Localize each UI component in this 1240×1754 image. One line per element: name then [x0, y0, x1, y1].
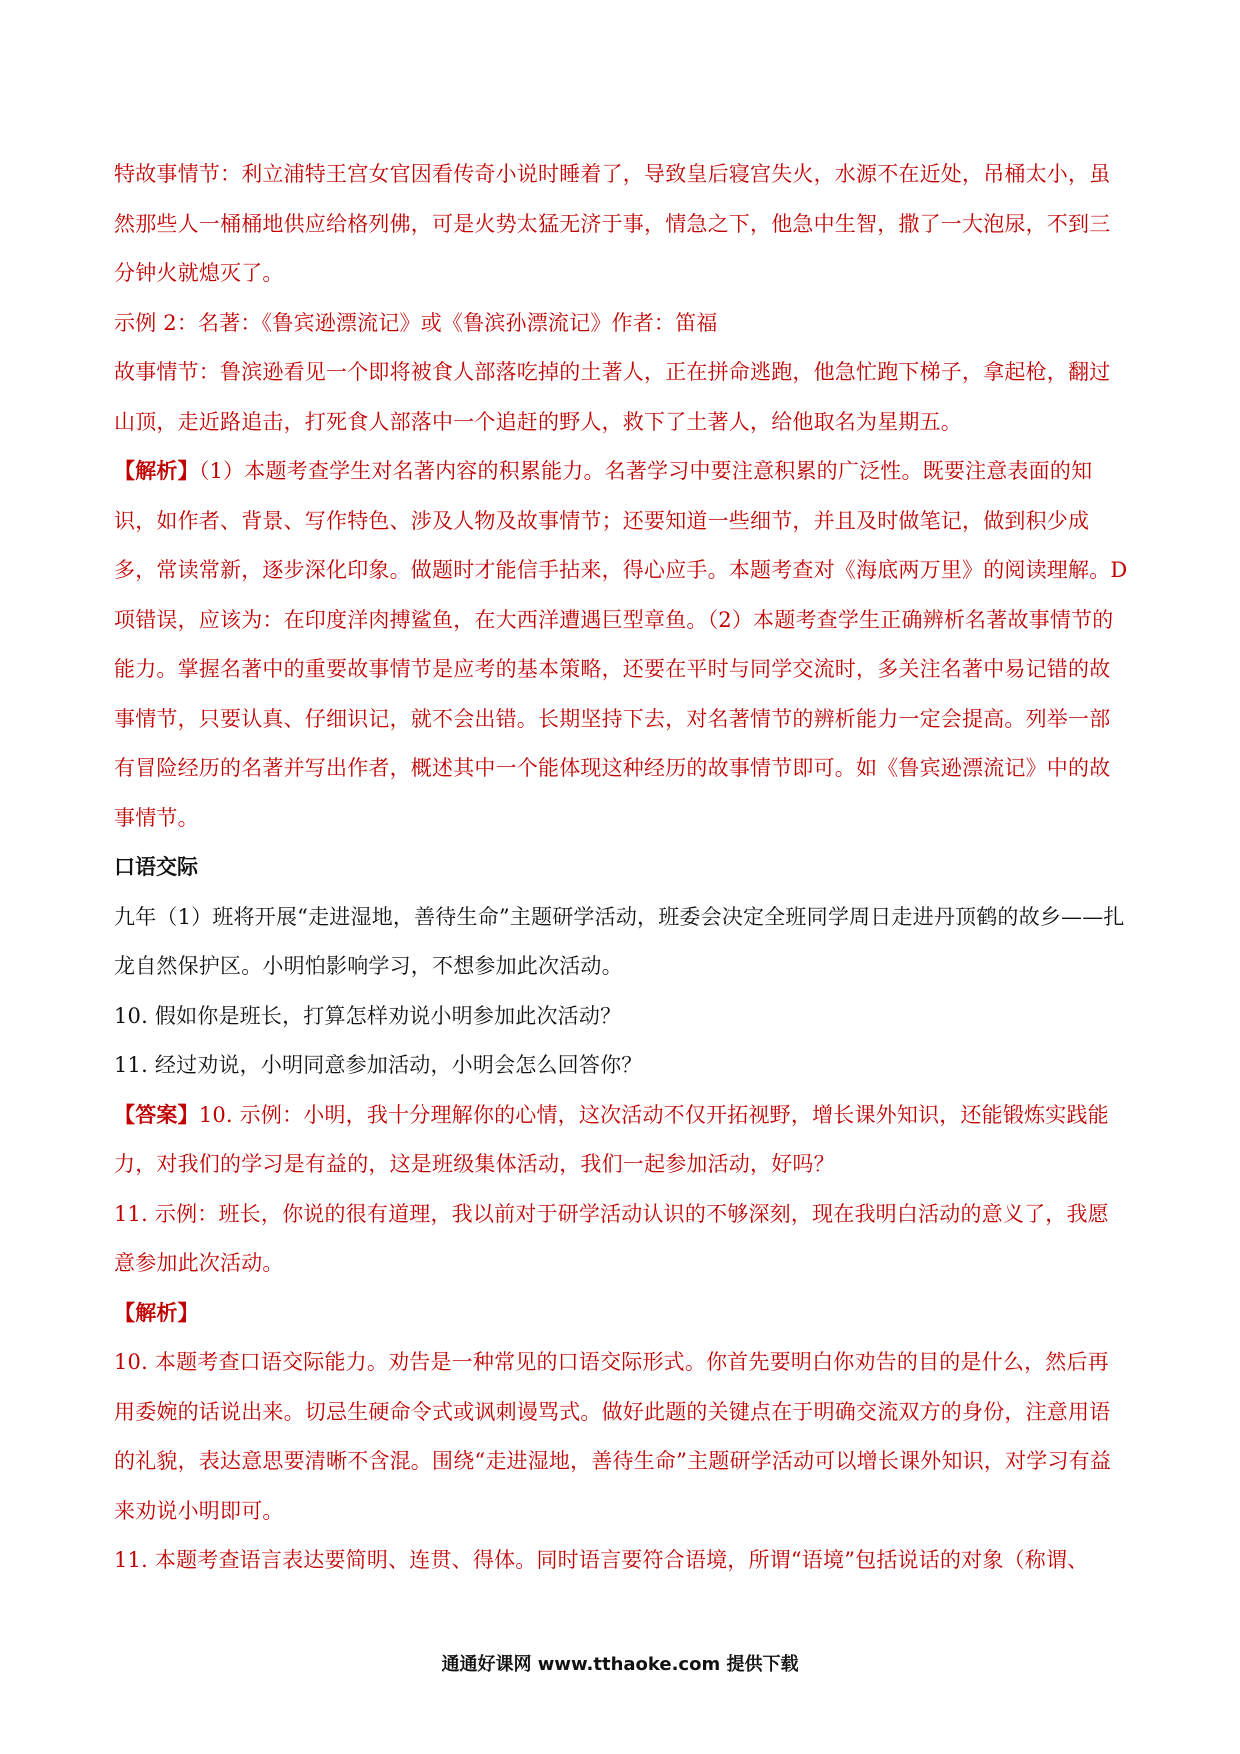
- story-plot-paragraph: 特故事情节：利立浦特王宫女官因看传奇小说时睡着了，导致皇后寝宫失火，水源不在近处，吊桶太小，虽然那些人一桶桶地供应给格列佛，可是火势太猛无济于事，情急之下，他急中生智，撒了一大泡尿，不到三分钟火就熄灭了。: [114, 162, 1111, 285]
- analysis-text: （1）本题考查学生对名著内容的积累能力。名著学习中要注意积累的广泛性。既要注意表面的知识，如作者、背景、写作特色、涉及人物及故事情节；还要知道一些细节，并且及时做笔记，做到积少成多，常读常新，逐步深化印象。做题时才能信手拈来，得心应手。本题考查对《海底两万里》的阅读理解。D 项错误，应该为：在印度洋肉搏鲨鱼，在大西洋遭遇巨型章鱼。（2）本题考查学生正确辨析名著故事情节的能力。掌握名著中的重要故事情节是应考的基本策略，还要在平时与同学交流时，多关注名著中易记错的故事情节，只要认真、仔细识记，就不会出错。长期坚持下去，对名著情节的辨析能力一定会提高。列举一部有冒险经历的名著并写出作者，概述其中一个能体现这种经历的故事情节即可。如《鲁宾逊漂流记》中的故事情节。: [114, 459, 1128, 830]
- answer-10-paragraph: [114, 1091, 1130, 1190]
- answer-10-text: 10. 示例：小明，我十分理解你的心情，这次活动不仅开拓视野，增长课外知识，还能锻炼实践能力，对我们的学习是有益的，这是班级集体活动，我们一起参加活动，好吗？: [114, 1102, 1109, 1176]
- question-11: 11. 经过劝说，小明同意参加活动，小明会怎么回答你？: [114, 1053, 643, 1077]
- document-body: [114, 150, 1130, 1586]
- analysis-tag-2: 【解析】: [114, 1300, 199, 1325]
- analysis-tag: 【解析】: [114, 459, 199, 483]
- example-2-paragraph: 示例 2：名著：《鲁宾逊漂流记》或《鲁滨孙漂流记》作者：笛福: [114, 310, 718, 335]
- section-heading: 口语交际: [114, 855, 198, 879]
- analysis-10-paragraph: 10. 本题考查口语交际能力。劝告是一种常见的口语交际形式。你首先要明白你劝告的目的是什么，然后再用委婉的话说出来。切忌生硬命令式或讽刺谩骂式。做好此题的关键点在于明确交流双方的身份，注意用语的礼貌，表达意思要清晰不含混。围绕“走进湿地，善待生命”主题研学活动可以增长课外知识，对学习有益来劝说小明即可。: [114, 1350, 1112, 1523]
- story-plot-2-paragraph: 故事情节：鲁滨逊看见一个即将被食人部落吃掉的土著人，正在拼命逃跑，他急忙跑下梯子，拿起枪，翻过山顶，走近路追击，打死食人部落中一个追赶的野人，救下了土著人，给他取名为星期五。: [114, 360, 1111, 434]
- answer-11-paragraph: 11. 示例：班长，你说的很有道理，我以前对于研学活动认识的不够深刻，现在我明白活动的意义了，我愿意参加此次活动。: [114, 1201, 1109, 1275]
- analysis-paragraph: [114, 447, 1130, 843]
- question-10: 10. 假如你是班长，打算怎样劝说小明参加此次活动？: [114, 1003, 622, 1028]
- analysis-11-paragraph: 11. 本题考查语言表达要简明、连贯、得体。同时语言要符合语境，所谓“语境”包括说话的对象（称谓、: [114, 1548, 1089, 1572]
- context-paragraph: 九年（1）班将开展“走进湿地，善待生命”主题研学活动，班委会决定全班同学周日走进丹顶鹤的故乡——扎龙自然保护区。小明怕影响学习，不想参加此次活动。: [114, 904, 1125, 978]
- footer-text: 通通好课网 www.tthaoke.com 提供下载: [441, 1654, 799, 1675]
- answer-tag: 【答案】: [114, 1102, 199, 1127]
